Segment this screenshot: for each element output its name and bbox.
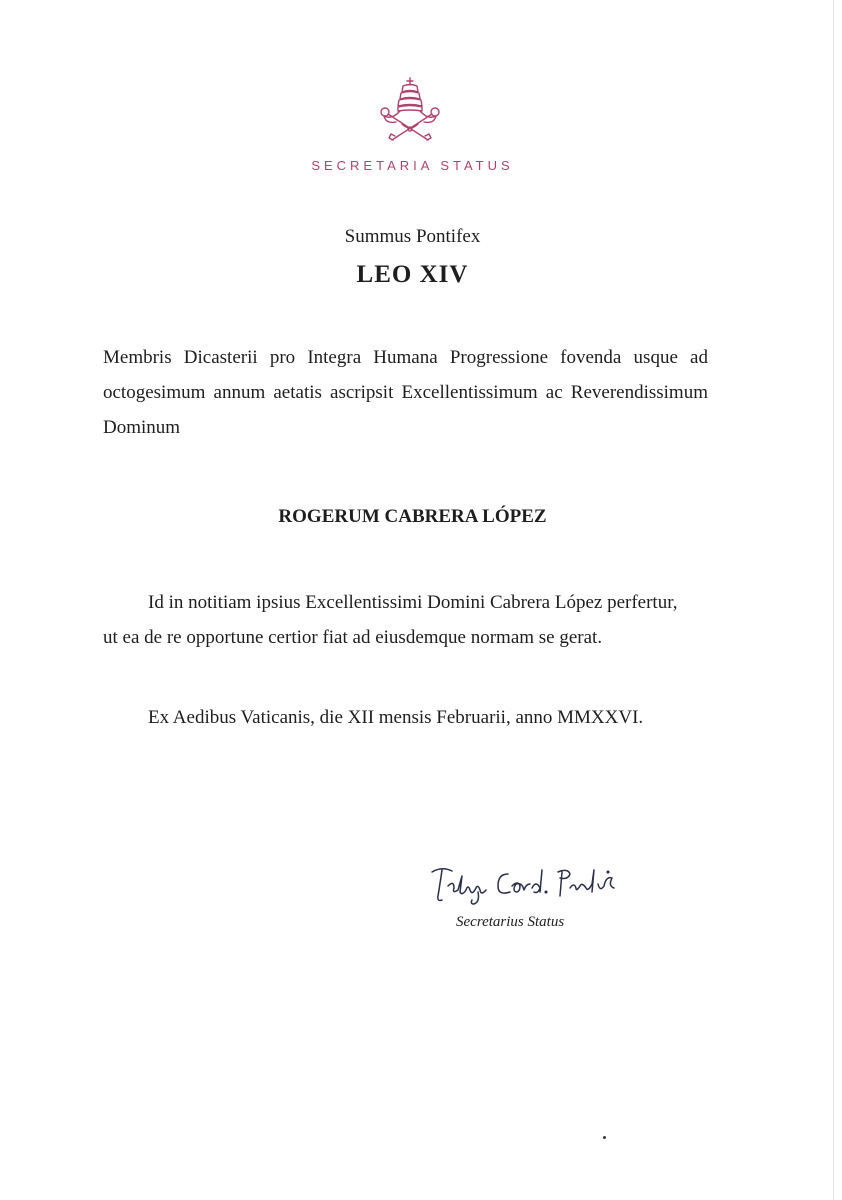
page-edge-shadow: [833, 0, 834, 1200]
paper-speck: [603, 1136, 606, 1139]
signer-title: Secretarius Status: [456, 914, 565, 930]
appointee-name: ROGERUM CABRERA LÓPEZ: [278, 506, 547, 527]
pope-name: LEO XIV: [356, 261, 469, 288]
notice-paragraph: [103, 585, 678, 655]
office-name: SECRETARIA STATUS: [311, 158, 514, 173]
dateline: Ex Aedibus Vaticanis, die XII mensis Februarii, anno MMXXVI.: [148, 707, 644, 728]
handwritten-signature: [428, 862, 618, 908]
title-prefix: Summus Pontifex: [344, 226, 481, 247]
notice-line: Id in notitiam ipsius Excellentissimi Domini Cabrera López perfertur,: [148, 592, 678, 613]
papal-crest-icon: [370, 76, 450, 144]
notice-line: ut ea de re opportune certior fiat ad eiusdemque normam se gerat.: [103, 627, 603, 648]
appointment-paragraph: Membris Dicasterii pro Integra Humana Progressione fovenda usque ad octogesimum annum aetatis ascripsit Excellentissimum ac Reverendissimum Dominum: [103, 347, 708, 438]
